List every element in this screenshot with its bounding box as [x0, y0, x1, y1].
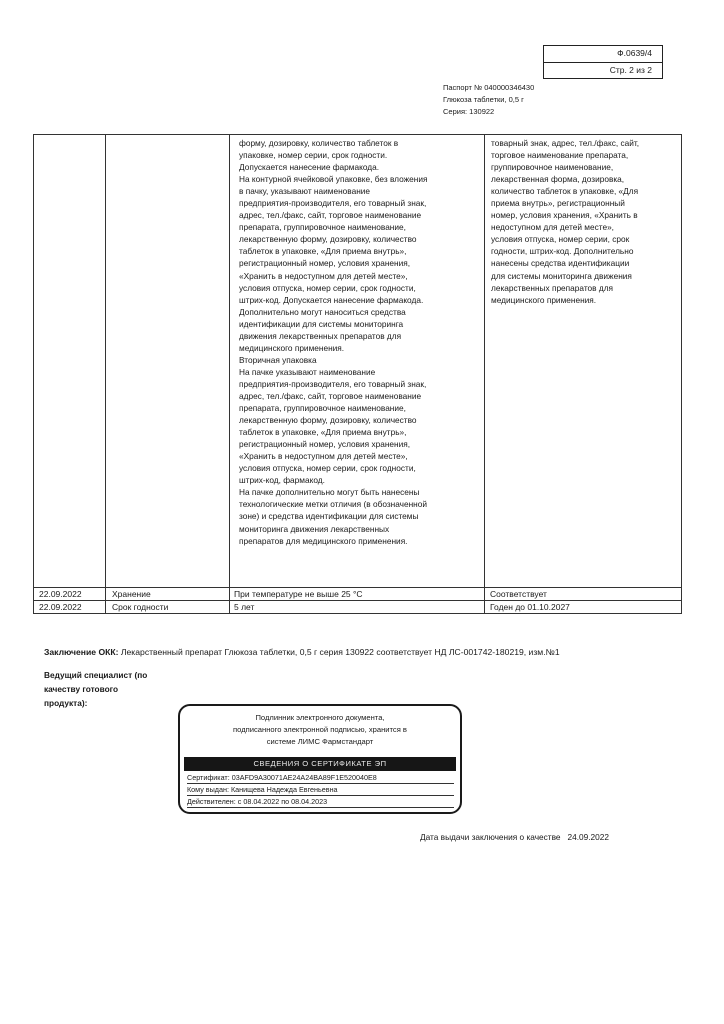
text-line: условия отпуска, номер серии, срок годности, [239, 282, 416, 293]
text-line: зоне) и средства идентификации для системы [239, 511, 419, 522]
text-line: таблеток в упаковке, «Для приема внутрь», [239, 246, 407, 257]
text-line: На пачке указывают наименование [239, 366, 376, 377]
text-line: форму, дозировку, количество таблеток в [239, 138, 399, 148]
text-line: «Хранить в недоступном для детей месте», [239, 270, 408, 281]
text-line: недоступном для детей месте», [491, 222, 614, 233]
text-line: медицинского применения. [239, 342, 345, 353]
certificate-value: 03AFD9A30071AE24A24BA89F1E520040E8 [229, 773, 377, 782]
conclusion-label: Заключение ОКК: [44, 647, 119, 657]
text-line: Вторичная упаковка [239, 354, 317, 365]
text-line: годности, штрих-код. Дополнительно [491, 246, 634, 257]
e-signature-stamp [178, 704, 462, 814]
text-line: регистрационный номер, условия хранения, [239, 439, 411, 450]
text-line: товарный знак, адрес, тел./факс, сайт, [491, 138, 640, 148]
row-divider [34, 587, 681, 588]
text-line: для системы мониторинга движения [491, 270, 632, 281]
text-line: предприятия-производителя, его товарный знак, [239, 378, 427, 389]
text-line: технологические метки отличия (в обозначенной [239, 499, 428, 510]
series-number: Серия: 130922 [443, 107, 495, 116]
form-code-box [543, 45, 663, 79]
passport-info [443, 82, 534, 118]
stamp-heading [180, 712, 460, 748]
column-divider [229, 135, 230, 613]
row-date: 22.09.2022 [39, 589, 82, 599]
issued-to-label: Кому выдан: [187, 785, 229, 794]
text-line: приема внутрь», регистрационный [491, 198, 625, 209]
row-indicator: Срок годности [112, 602, 169, 612]
text-line: таблеток в упаковке, «Для приема внутрь», [239, 427, 407, 438]
text-line: номер, условия хранения, «Хранить в [491, 210, 638, 221]
specialist-line: качеству готового [44, 684, 119, 694]
text-line: штрих-код. Допускается нанесение фармакода. [239, 294, 424, 305]
passport-number: Паспорт № 040000346430 [443, 83, 535, 92]
row-result: Годен до 01.10.2027 [490, 602, 570, 612]
stamp-heading-line: системе ЛИМС Фармстандарт [266, 737, 374, 746]
text-line: в пачку, указывают наименование [239, 186, 371, 197]
packaging-requirements-text [239, 137, 428, 547]
certificate-banner: СВЕДЕНИЯ О СЕРТИФИКАТЕ ЭП [184, 757, 456, 771]
valid-line [187, 796, 454, 808]
issued-to-value: Канищева Надежда Евгеньевна [228, 785, 338, 794]
text-line: торговое наименование препарата, [491, 150, 629, 161]
text-line: условия отпуска, номер серии, срок годности, [239, 463, 416, 474]
quality-table [33, 134, 682, 614]
text-line: упаковке, номер серии, срок годности. [239, 150, 388, 161]
row-indicator: Хранение [112, 589, 151, 599]
issue-date [420, 832, 609, 842]
row-divider [34, 600, 681, 601]
text-line: предприятия-производителя, его товарный знак, [239, 198, 427, 209]
row-requirement: При температуре не выше 25 °С [234, 589, 363, 599]
stamp-heading-line: подписанного электронной подписью, хранится в [233, 725, 407, 734]
form-code: Ф.0639/4 [617, 48, 652, 58]
text-line: адрес, тел./факс, сайт, торговое наименование [239, 390, 422, 401]
product-name: Глюкоза таблетки, 0,5 г [443, 95, 524, 104]
row-requirement: 5 лет [234, 602, 255, 612]
text-line: мониторинга движения лекарственных [239, 523, 390, 534]
stamp-heading-line: Подлинник электронного документа, [255, 713, 385, 722]
text-line: На контурной ячейковой упаковке, без вложения [239, 174, 428, 185]
packaging-result-text [491, 137, 639, 306]
text-line: лекарственную форму, дозировку, количество [239, 415, 417, 426]
text-line: «Хранить в недоступном для детей месте», [239, 451, 408, 462]
certificate-line [187, 772, 454, 784]
column-divider [105, 135, 106, 613]
valid-value: с 08.04.2022 по 08.04.2023 [235, 797, 328, 806]
text-line: препарата, группировочное наименование, [239, 222, 406, 233]
text-line: штрих-код, фармакод. [239, 475, 325, 486]
text-line: идентификации для системы мониторинга [239, 318, 404, 329]
text-line: движения лекарственных препаратов для [239, 330, 402, 341]
conclusion-text: Лекарственный препарат Глюкоза таблетки, 0,5 г серия 130922 соответствует НД ЛС-001742-180219, изм.№1 [118, 647, 560, 657]
text-line: лекарственная форма, дозировка, [491, 174, 625, 185]
text-line: нанесены средства идентификации [491, 258, 630, 269]
conclusion [44, 647, 560, 657]
issue-date-label: Дата выдачи заключения о качестве [420, 832, 561, 842]
specialist-line: Ведущий специалист (по [44, 670, 148, 680]
valid-label: Действителен: [187, 797, 236, 806]
text-line: лекарственных препаратов для [491, 282, 614, 293]
specialist-line: продукта): [44, 698, 88, 708]
text-line: группировочное наименование, [491, 162, 614, 173]
text-line: количество таблеток в упаковке, «Для [491, 186, 639, 197]
text-line: На пачке дополнительно могут быть нанесены [239, 487, 420, 498]
text-line: Дополнительно могут наноситься средства [239, 306, 406, 317]
text-line: препарата, группировочное наименование, [239, 403, 406, 414]
issue-date-value: 24.09.2022 [567, 832, 609, 842]
certificate-label: Сертификат: [187, 773, 230, 782]
text-line: препаратов для медицинского применения. [239, 535, 408, 546]
text-line: адрес, тел./факс, сайт, торговое наименование [239, 210, 422, 221]
row-result: Соответствует [490, 589, 547, 599]
column-divider [484, 135, 485, 613]
text-line: условия отпуска, номер серии, срок [491, 234, 630, 245]
text-line: медицинского применения. [491, 294, 597, 305]
text-line: регистрационный номер, условия хранения, [239, 258, 411, 269]
text-line: Допускается нанесение фармакода. [239, 162, 380, 173]
issued-to-line [187, 784, 454, 796]
text-line: лекарственную форму, дозировку, количество [239, 234, 417, 245]
row-date: 22.09.2022 [39, 602, 82, 612]
lead-specialist [44, 668, 147, 710]
page-number: Стр. 2 из 2 [544, 62, 662, 78]
